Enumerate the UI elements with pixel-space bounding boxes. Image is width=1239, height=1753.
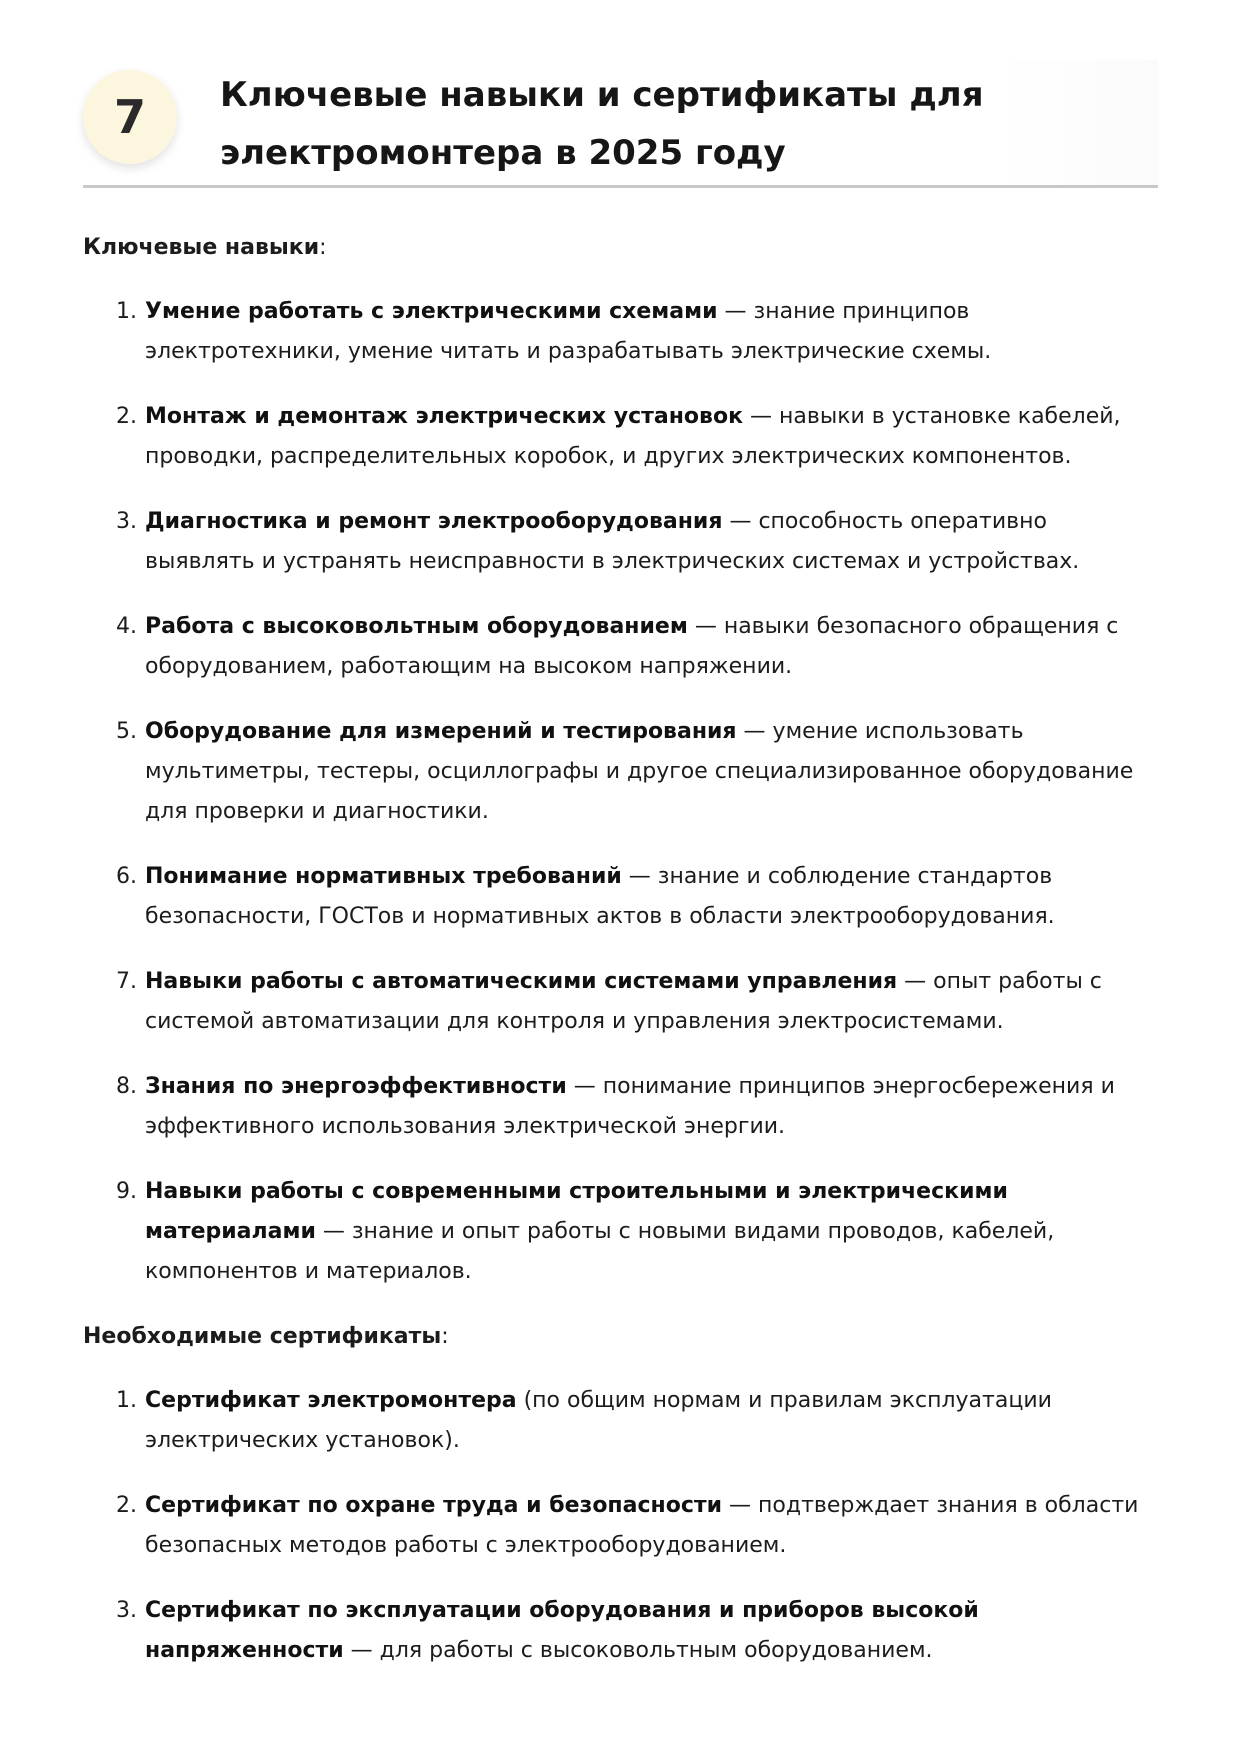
- certificates-heading-colon: :: [441, 1324, 449, 1349]
- list-item: [83, 1172, 1163, 1292]
- list-item-number: 2.: [116, 1493, 137, 1518]
- skills-list: [83, 292, 1163, 1292]
- list-item-number: 8.: [116, 1074, 137, 1099]
- list-item-term: Сертификат по эксплуатации оборудования и приборов высокой напряженности: [145, 1598, 979, 1663]
- list-item-number: 3.: [116, 509, 137, 534]
- list-item-term: Знания по энергоэффективности: [145, 1074, 567, 1099]
- list-item: [83, 1486, 1163, 1566]
- list-item: [83, 607, 1163, 687]
- list-item-number: 2.: [116, 404, 137, 429]
- list-item-description: — умение использовать мультиметры, тестеры, осциллографы и другое специализированное оборудование для проверки и диагностики.: [145, 719, 1134, 824]
- list-item-description: — для работы с высоковольтным оборудованием.: [343, 1638, 933, 1663]
- certificates-list: [83, 1381, 1163, 1671]
- skills-heading-colon: :: [319, 235, 327, 260]
- list-item: [83, 712, 1163, 832]
- list-item: [83, 1067, 1163, 1147]
- list-item-number: 5.: [116, 719, 137, 744]
- list-item-term: Навыки работы с современными строительными и электрическими материалами: [145, 1179, 1008, 1244]
- list-item-term: Умение работать с электрическими схемами: [145, 299, 718, 324]
- list-item-description: — подтверждает знания в области безопасных методов работы с электрооборудованием.: [145, 1493, 1139, 1558]
- list-item-number: 6.: [116, 864, 137, 889]
- list-item-term: Оборудование для измерений и тестирования: [145, 719, 737, 744]
- list-item-term: Диагностика и ремонт электрооборудования: [145, 509, 723, 534]
- list-item-number: 3.: [116, 1598, 137, 1623]
- list-item-number: 1.: [116, 299, 137, 324]
- list-item-description: (по общим нормам и правилам эксплуатации электрических установок).: [145, 1388, 1052, 1453]
- section-number-badge: 7: [83, 70, 177, 164]
- list-item: [83, 292, 1163, 372]
- list-item: [83, 1591, 1163, 1671]
- list-item: [83, 962, 1163, 1042]
- list-item-term: Навыки работы с автоматическими системами управления: [145, 969, 898, 994]
- list-item-term: Сертификат по охране труда и безопасности: [145, 1493, 723, 1518]
- skills-heading-text: Ключевые навыки: [83, 235, 320, 260]
- list-item-description: — навыки в установке кабелей, проводки, распределительных коробок, и других электрических компонентов.: [145, 404, 1121, 469]
- list-item-term: Работа с высоковольтным оборудованием: [145, 614, 688, 639]
- page-title: Ключевые навыки и сертификаты для электромонтера в 2025 году: [220, 75, 984, 173]
- certificates-heading: [83, 1317, 1163, 1357]
- list-item-description: — знание и опыт работы с новыми видами проводов, кабелей, компонентов и материалов.: [145, 1219, 1055, 1284]
- list-item-term: Понимание нормативных требований: [145, 864, 622, 889]
- list-item-description: — знание и соблюдение стандартов безопасности, ГОСТов и нормативных актов в области электрооборудования.: [145, 864, 1055, 929]
- content-body: [83, 228, 1163, 1696]
- list-item: [83, 397, 1163, 477]
- list-item: [83, 1381, 1163, 1461]
- list-item-number: 9.: [116, 1179, 137, 1204]
- list-item-term: Сертификат электромонтера: [145, 1388, 517, 1413]
- list-item: [83, 857, 1163, 937]
- list-item-description: — опыт работы с системой автоматизации для контроля и управления электросистемами.: [145, 969, 1102, 1034]
- list-item-description: — навыки безопасного обращения с оборудованием, работающим на высоком напряжении.: [145, 614, 1119, 679]
- list-item-number: 4.: [116, 614, 137, 639]
- list-item-description: — знание принципов электротехники, умение читать и разрабатывать электрические схемы.: [145, 299, 992, 364]
- list-item: [83, 502, 1163, 582]
- skills-heading: [83, 228, 1163, 268]
- section-header: [83, 60, 1158, 188]
- certificates-heading-text: Необходимые сертификаты: [83, 1324, 442, 1349]
- list-item-number: 7.: [116, 969, 137, 994]
- list-item-description: — понимание принципов энергосбережения и эффективного использования электрической энергии.: [145, 1074, 1115, 1139]
- list-item-number: 1.: [116, 1388, 137, 1413]
- list-item-description: — способность оперативно выявлять и устранять неисправности в электрических системах и устройствах.: [145, 509, 1080, 574]
- list-item-term: Монтаж и демонтаж электрических установок: [145, 404, 744, 429]
